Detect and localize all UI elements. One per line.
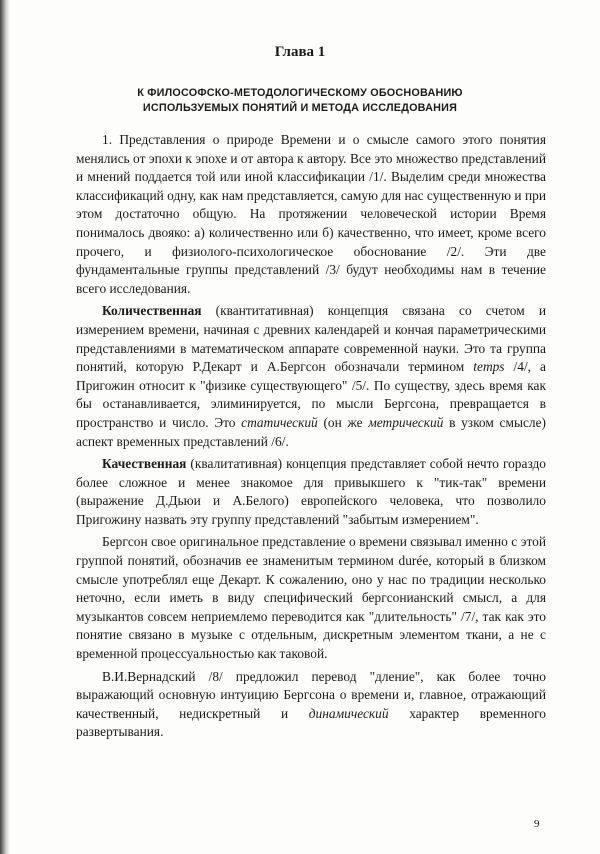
paragraph-5: В.И.Вернадский /8/ предложил перевод "дление", как более точно выражающий основную интуицию Бергсона о времени и, главное, отражающий качественный, недискретный и динамический характер временного развертывания. bbox=[76, 668, 546, 740]
term-dynamic: динамический bbox=[308, 705, 389, 721]
term-temps: temps bbox=[473, 359, 505, 375]
paragraph-3: Качественная (квалитативная) концепция представляет собой нечто гораздо более сложное и менее знакомое для привыкшего к "тик-так" времени (выражение Д.Дьюи и А.Белого) европейского человека, что позволило Пригожину назвать эту группу представлений "забытым измерением". bbox=[76, 456, 546, 527]
page-number: 9 bbox=[534, 818, 540, 830]
chapter-title-line-1: К ФИЛОСОФСКО-МЕТОДОЛОГИЧЕСКОМУ ОБОСНОВАНИЮ bbox=[137, 87, 463, 99]
paragraph-4: Бергсон свое оригинальное представление о времени связывал именно с этой группой понятий, обозначив ее знаменитым термином durée, который в близком смысле употреблял еще Декарт. К сожалению, оно у нас по традиции несколько неточно, если иметь в виду специфический бергсонианский смысл, а для музыкантов совсем неприемлемо переводится как "длительность" /7/, так как это понятие связано в музыке с отдельным, дискретным элементом ткани, а не с временной процессуальностью как таковой. bbox=[76, 534, 546, 662]
term-qualitative: Качественная bbox=[102, 456, 187, 472]
paragraph-1: 1. Представления о природе Времени и о смысле самого этого понятия менялись от эпохи к эпохе и от автора к автору. Все это множество представлений и мнений поддается той или иной классификации /1/. Выделим среди множества классификаций одну, как нам представляется, самую для нас существенную и при этом достаточно общую. На протяжении человеческой истории Время понималось двояко: а) количественно или б) качественно, что имеет, кроме всего прочего, и физиолого-психологическое обоснование /2/. Эти две фундаментальные группы представлений /3/ будут необходимы нам в течение всего исследования. bbox=[76, 132, 546, 296]
term-quantitative: Количественная bbox=[102, 303, 202, 319]
paragraph-2: Количественная (квантитативная) концепция связана со счетом и измерением времени, начиная с древних календарей и кончая параметрическими представлениями в математическом аппарате современной науки. Это та группа понятий, которую Р.Декарт и А.Бергсон обозначали термином temps /4/, а Пригожин относит к "физике существующего" /5/. По существу, здесь время как бы останавливается, элиминируется, по мысли Бергсона, превращается в пространство и число. Это статический (он же метрический в узком смысле) аспект временных представлений /6/. bbox=[76, 303, 546, 449]
chapter-title bbox=[90, 86, 510, 116]
term-metric: метрический bbox=[368, 414, 444, 430]
chapter-title-line-2: ИСПОЛЬЗУЕМЫХ ПОНЯТИЙ И МЕТОДА ИССЛЕДОВАНИЯ bbox=[142, 102, 458, 114]
page-binding-edge bbox=[0, 0, 10, 854]
term-static: статический bbox=[241, 414, 318, 430]
chapter-heading: Глава 1 bbox=[274, 44, 326, 60]
body-text bbox=[76, 131, 546, 746]
